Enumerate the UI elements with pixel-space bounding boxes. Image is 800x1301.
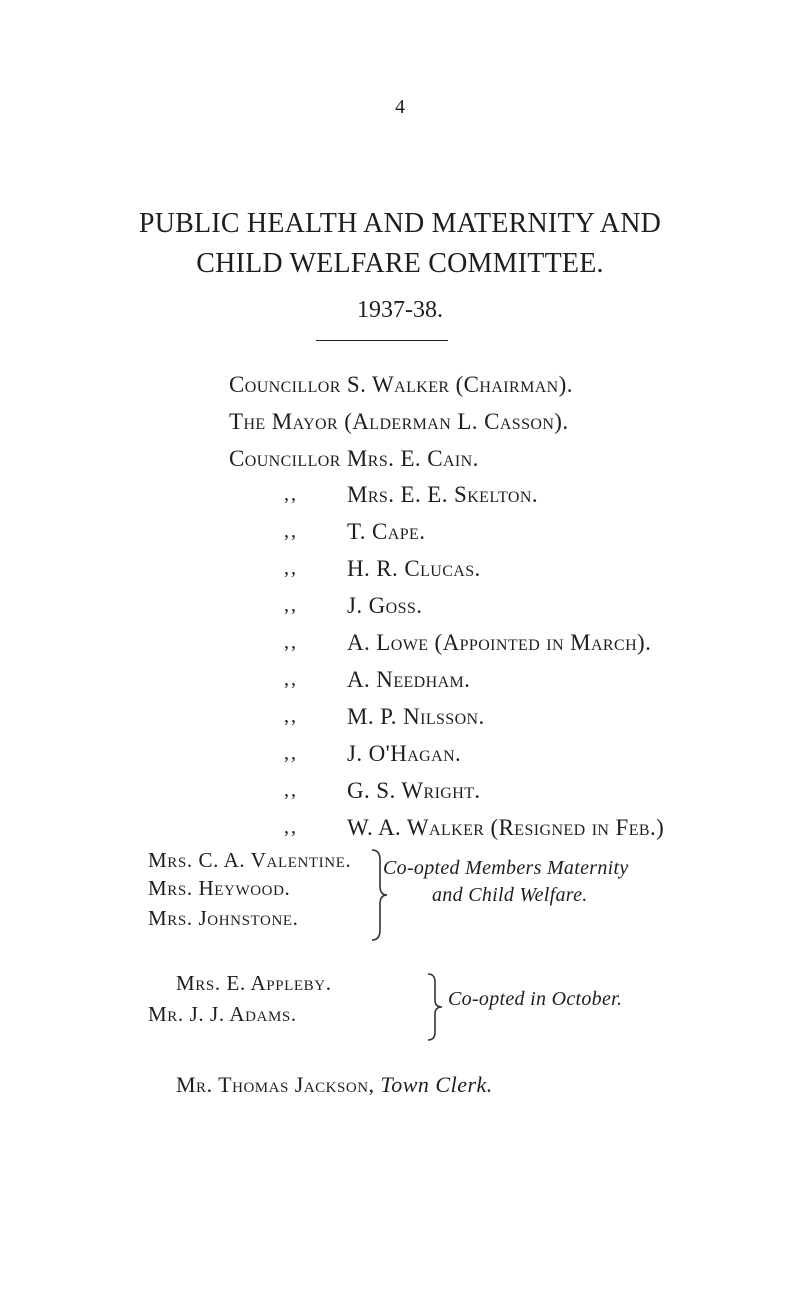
ditto-mark: ,, [284,483,298,505]
member-walker: W. A. Walker (Resigned in Feb.) [347,815,665,840]
coopted-october-note: Co-opted in October. [448,988,623,1010]
member-lowe: A. Lowe (Appointed in March). [347,630,652,655]
coopted-member-appleby: Mrs. E. Appleby. [176,971,332,995]
coopted-member-adams: Mr. J. J. Adams. [148,1002,297,1026]
ditto-mark: ,, [284,520,298,542]
clerk-role: Town Clerk. [380,1072,493,1097]
coopted-maternity-note-line-2: and Child Welfare. [432,884,588,906]
coopted-member-valentine: Mrs. C. A. Valentine. [148,848,352,872]
ditto-mark: ,, [284,668,298,690]
member-clucas: H. R. Clucas. [347,556,481,581]
coopted-member-heywood: Mrs. Heywood. [148,876,291,900]
divider-rule [316,340,448,341]
page-title-line-2: CHILD WELFARE COMMITTEE. [196,248,604,279]
member-skelton: Mrs. E. E. Skelton. [347,482,538,507]
member-needham: A. Needham. [347,667,471,692]
committee-year: 1937-38. [357,297,443,323]
town-clerk [176,1072,493,1098]
ditto-mark: ,, [284,557,298,579]
ditto-mark: ,, [284,594,298,616]
ditto-mark: ,, [284,631,298,653]
brace-october [425,972,445,1042]
member-chairman: Councillor S. Walker (Chairman). [229,372,573,397]
ditto-mark: ,, [284,742,298,764]
member-nilsson: M. P. Nilsson. [347,704,485,729]
ditto-mark: ,, [284,779,298,801]
page-number: 4 [395,96,405,118]
member-wright: G. S. Wright. [347,778,481,803]
ditto-mark: ,, [284,816,298,838]
clerk-name: Mr. Thomas Jackson, [176,1072,375,1097]
member-councillor-cain: Councillor Mrs. E. Cain. [229,446,479,471]
page-title-line-1: PUBLIC HEALTH AND MATERNITY AND [138,208,662,239]
ditto-mark: ,, [284,705,298,727]
member-mayor: The Mayor (Alderman L. Casson). [229,409,569,434]
member-goss: J. Goss. [347,593,423,618]
member-cape: T. Cape. [347,519,426,544]
coopted-member-johnstone: Mrs. Johnstone. [148,906,299,930]
member-ohagan: J. O'Hagan. [347,741,462,766]
coopted-maternity-note-line-1: Co-opted Members Maternity [383,857,629,879]
